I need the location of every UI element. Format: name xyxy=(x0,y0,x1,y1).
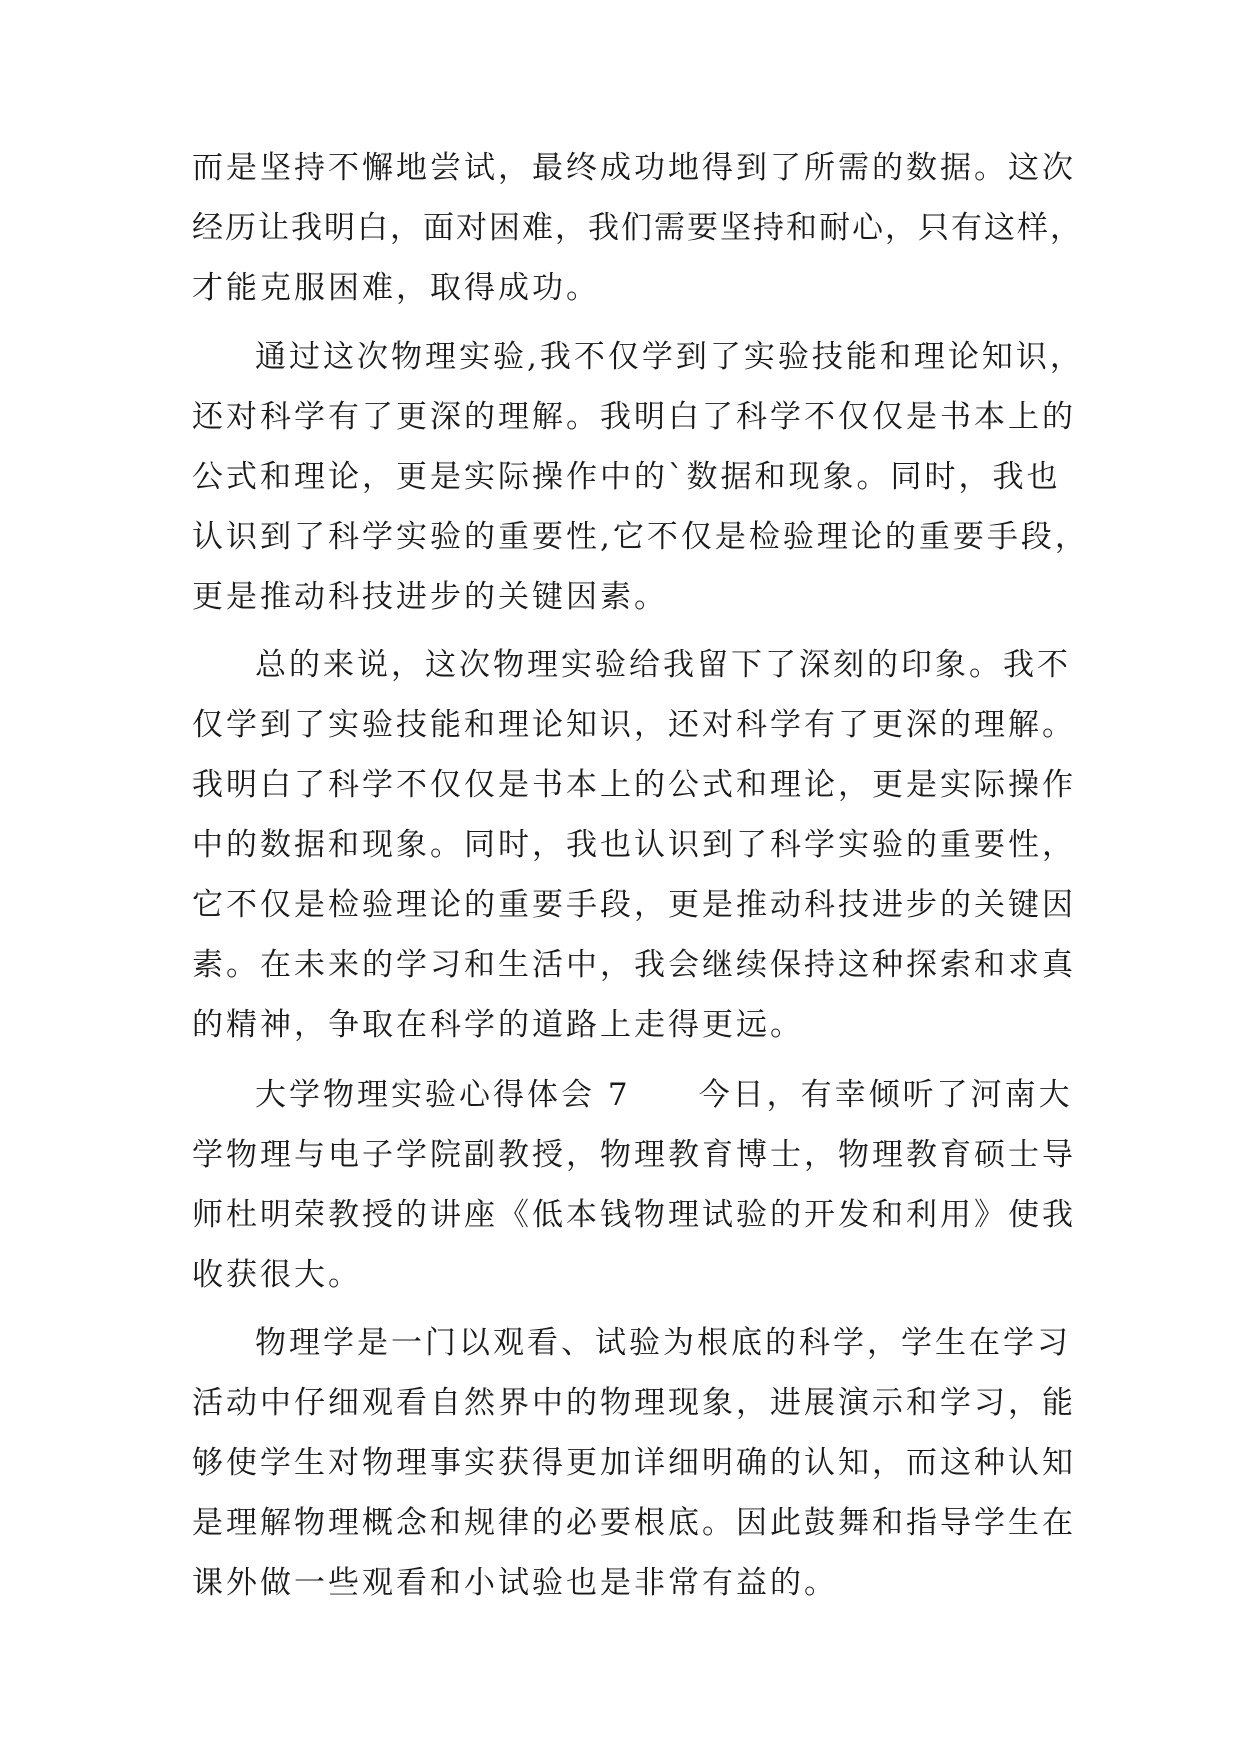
text-line: 大学物理实验心得体会 7 今日，有幸倾听了河南大 xyxy=(255,1077,1073,1113)
text-line: 够使学生对物理事实获得更加详细明确的认知，而这种认知 xyxy=(192,1445,1076,1481)
text-line: 通过这次物理实验,我不仅学到了实验技能和理论知识， xyxy=(255,339,1084,375)
text-line: 活动中仔细观看自然界中的物理现象，进展演示和学习，能 xyxy=(192,1385,1076,1421)
text-line: 是理解物理概念和规律的必要根底。因此鼓舞和指导学生在 xyxy=(192,1505,1076,1541)
text-line: 我明白了科学不仅仅是书本上的公式和理论，更是实际操作 xyxy=(192,767,1076,803)
text-line: 的精神，争取在科学的道路上走得更远。 xyxy=(192,1007,804,1043)
text-line: 公式和理论，更是实际操作中的`数据和现象。同时，我也 xyxy=(192,459,1061,495)
text-line: 物理学是一门以观看、试验为根底的科学，学生在学习 xyxy=(255,1325,1071,1361)
text-line: 总的来说，这次物理实验给我留下了深刻的印象。我不 xyxy=(255,647,1071,683)
text-line: 中的数据和现象。同时，我也认识到了科学实验的重要性， xyxy=(192,827,1076,863)
text-line: 学物理与电子学院副教授，物理教育博士，物理教育硕士导 xyxy=(192,1137,1076,1173)
text-line: 仅学到了实验技能和理论知识，还对科学有了更深的理解。 xyxy=(192,707,1076,743)
text-line: 课外做一些观看和小试验也是非常有益的。 xyxy=(192,1565,838,1601)
text-line: 更是推动科技进步的关键因素。 xyxy=(192,579,668,615)
text-line: 素。在未来的学习和生活中，我会继续保持这种探索和求真 xyxy=(192,947,1076,983)
text-line: 师杜明荣教授的讲座《低本钱物理试验的开发和利用》使我 xyxy=(192,1197,1076,1233)
text-line: 而是坚持不懈地尝试，最终成功地得到了所需的数据。这次 xyxy=(192,150,1076,186)
text-line: 它不仅是检验理论的重要手段，更是推动科技进步的关键因 xyxy=(192,887,1076,923)
text-line: 认识到了科学实验的重要性,它不仅是检验理论的重要手段， xyxy=(192,519,1089,555)
text-line: 才能克服困难，取得成功。 xyxy=(192,270,600,306)
text-line: 收获很大。 xyxy=(192,1257,362,1293)
text-line: 还对科学有了更深的理解。我明白了科学不仅仅是书本上的 xyxy=(192,399,1076,435)
text-line: 经历让我明白，面对困难，我们需要坚持和耐心，只有这样， xyxy=(192,210,1083,246)
